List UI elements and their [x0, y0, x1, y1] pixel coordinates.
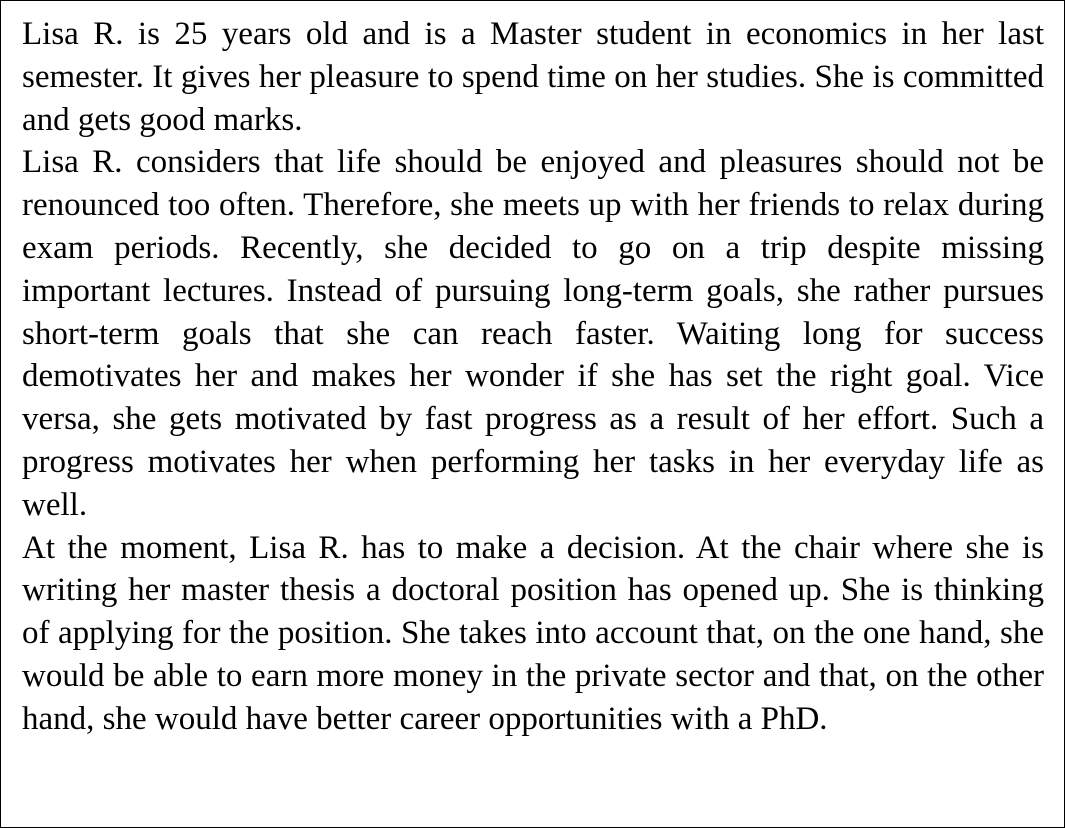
paragraph-lifestyle: Lisa R. considers that life should be enjoyed and pleasures should not be renounced too often. Therefore, she meets up with her friends to relax during exam periods. Recently, she decided to go on a trip despite missing important lectures. Instead of pursuing long-term goals, she rather pursues short-term goals that she can reach faster. Waiting long for success demotivates her and makes her wonder if she has set the right goal. Vice versa, she gets motivated by fast progress as a result of her effort. Such a progress motivates her when performing her tasks in her everyday life as well.	[22, 144, 1044, 523]
paragraph-intro: Lisa R. is 25 years old and is a Master student in economics in her last semester. It gives her pleasure to spend time on her studies. She is committed and gets good marks.	[22, 16, 1044, 138]
paragraph-decision: At the moment, Lisa R. has to make a decision. At the chair where she is writing her master thesis a doctoral position has opened up. She is thinking of applying for the position. She takes into account that, on the one hand, she would be able to earn more money in the private sector and that, on the other hand, she would have better career opportunities with a PhD.	[22, 529, 1044, 737]
vignette-text	[22, 13, 1044, 741]
